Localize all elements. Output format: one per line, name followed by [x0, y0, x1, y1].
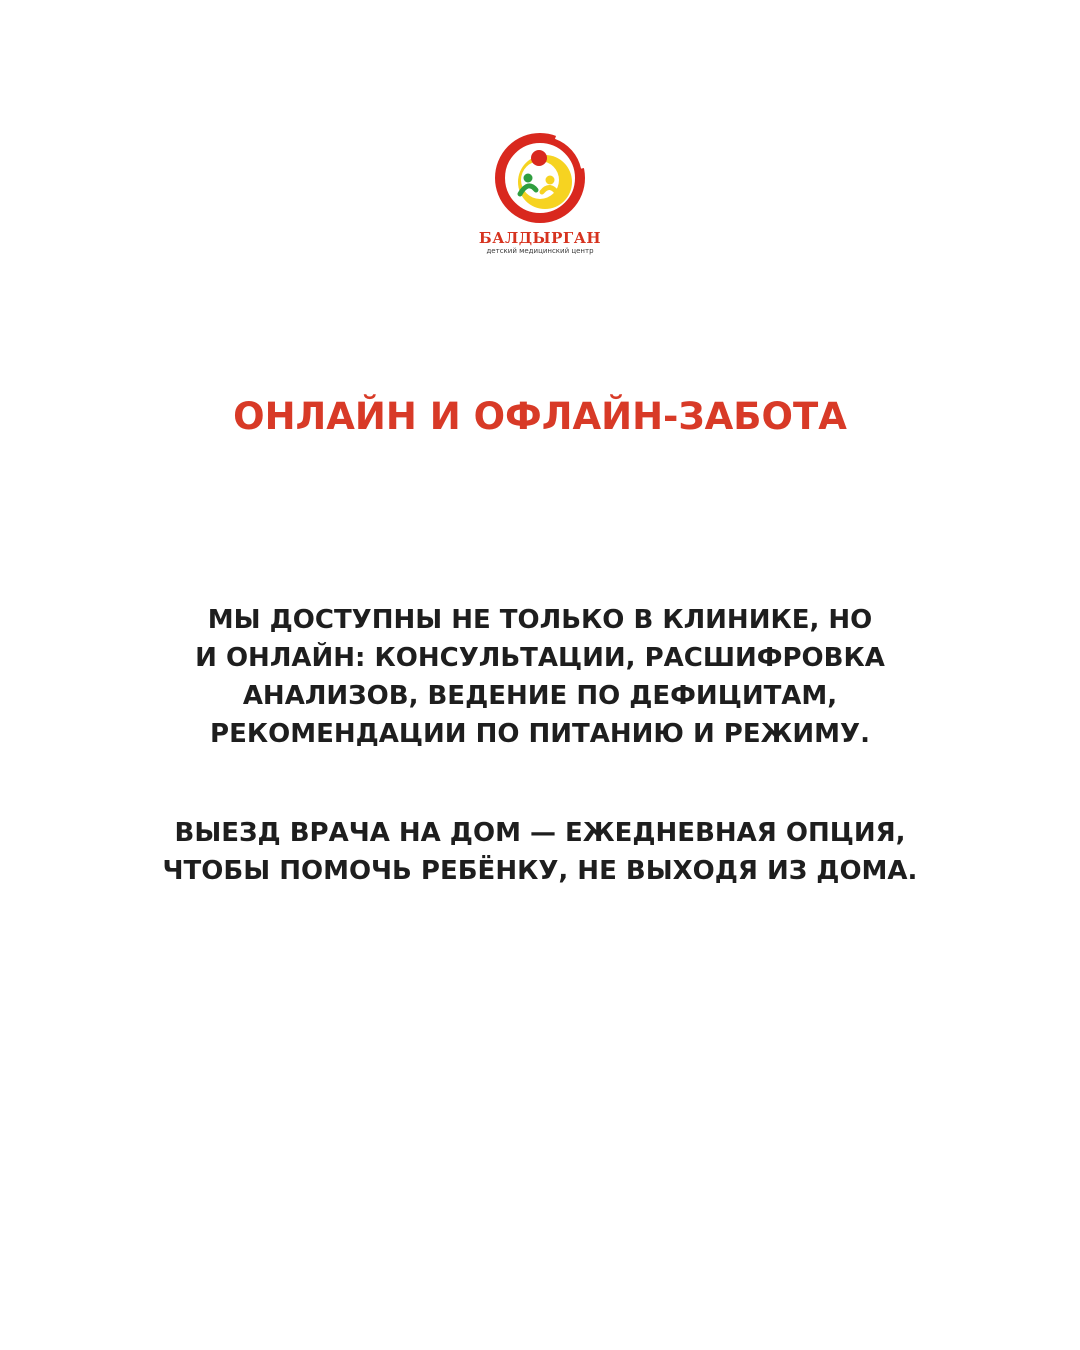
paragraph-line: МЫ ДОСТУПНЫ НЕ ТОЛЬКО В КЛИНИКЕ, НО [207, 605, 873, 635]
paragraph-line: ВЫЕЗД ВРАЧА НА ДОМ — ЕЖЕДНЕВНАЯ ОПЦИЯ, [174, 818, 906, 848]
paragraph-online-services [60, 601, 1020, 753]
logo-tagline: детский медицинский центр [486, 247, 594, 255]
paragraph-line: И ОНЛАЙН: КОНСУЛЬТАЦИИ, РАСШИФРОВКА [195, 643, 885, 673]
logo-name: БАЛДЫРГАН [478, 229, 602, 247]
brand-logo [0, 128, 1080, 256]
paragraph-line: РЕКОМЕНДАЦИИ ПО ПИТАНИЮ И РЕЖИМУ. [210, 719, 870, 749]
paragraph-home-visit [60, 814, 1020, 890]
paragraph-line: ЧТОБЫ ПОМОЧЬ РЕБЁНКУ, НЕ ВЫХОДЯ ИЗ ДОМА. [162, 856, 918, 886]
paragraph-line: АНАЛИЗОВ, ВЕДЕНИЕ ПО ДЕФИЦИТАМ, [242, 681, 838, 711]
clinic-logo-icon [490, 128, 590, 228]
page-title: ОНЛАЙН И ОФЛАЙН-ЗАБОТА [233, 395, 847, 438]
